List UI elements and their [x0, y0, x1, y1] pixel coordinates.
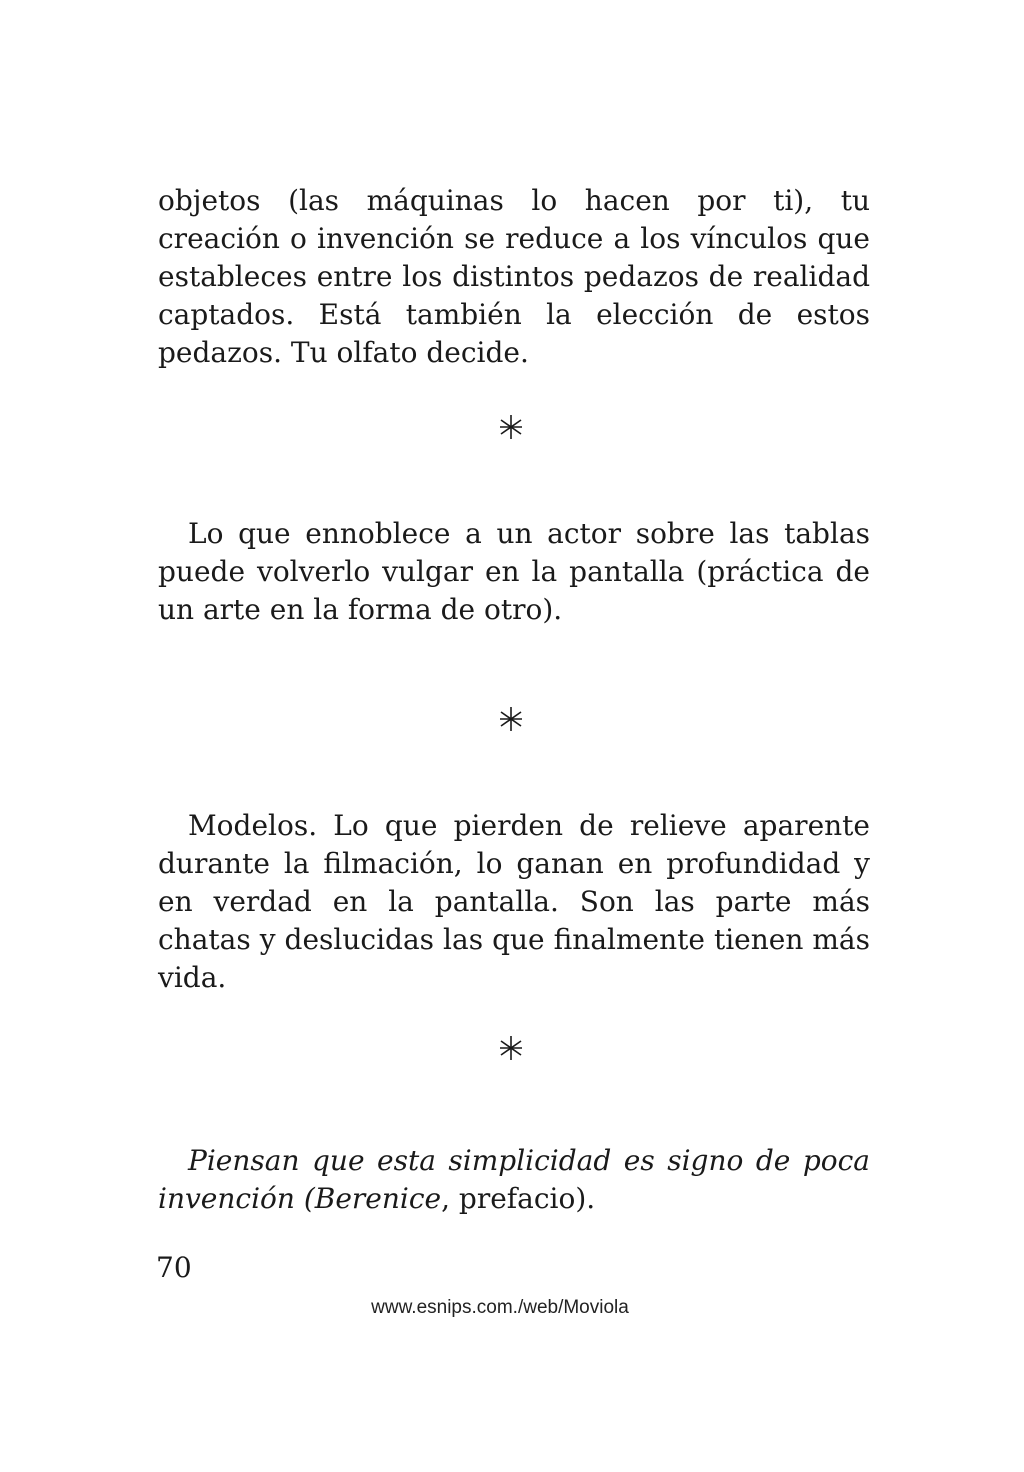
paragraph-piensan-rest: , prefacio). [441, 1182, 596, 1215]
footer-url [0, 1296, 1024, 1320]
asterisk-icon [496, 1033, 526, 1063]
paragraph-objetos: objetos (las máquinas lo hacen por ti), tu creación o invención se reduce a los vínculos que estableces entre los distintos pedazos de realidad captados. Está también la elección de estos pedazos. Tu olfato decide. [158, 184, 870, 369]
paragraph-actor: Lo que ennoblece a un actor sobre las tablas puede volverlo vulgar en la pantalla (práctica de un arte en la forma de otro). [158, 517, 870, 626]
asterisk-icon [496, 704, 526, 734]
paragraph-piensan-lead: Piensan que esta simplicidad es signo de poca invención ( [158, 1144, 870, 1215]
page-number: 70 [156, 1251, 192, 1284]
footer-url-text: www.esnips.com./web/Moviola [371, 1297, 629, 1318]
paragraph-modelos: Modelos. Lo que pierden de relieve aparente durante la filmación, lo ganan en profundidad y en verdad en la pantalla. Son las parte más chatas y deslucidas las que finalmente tienen más vida. [158, 809, 870, 994]
book-title-berenice: Berenice [314, 1182, 442, 1215]
asterisk-icon [496, 412, 526, 442]
paragraph-piensan [158, 1142, 870, 1218]
